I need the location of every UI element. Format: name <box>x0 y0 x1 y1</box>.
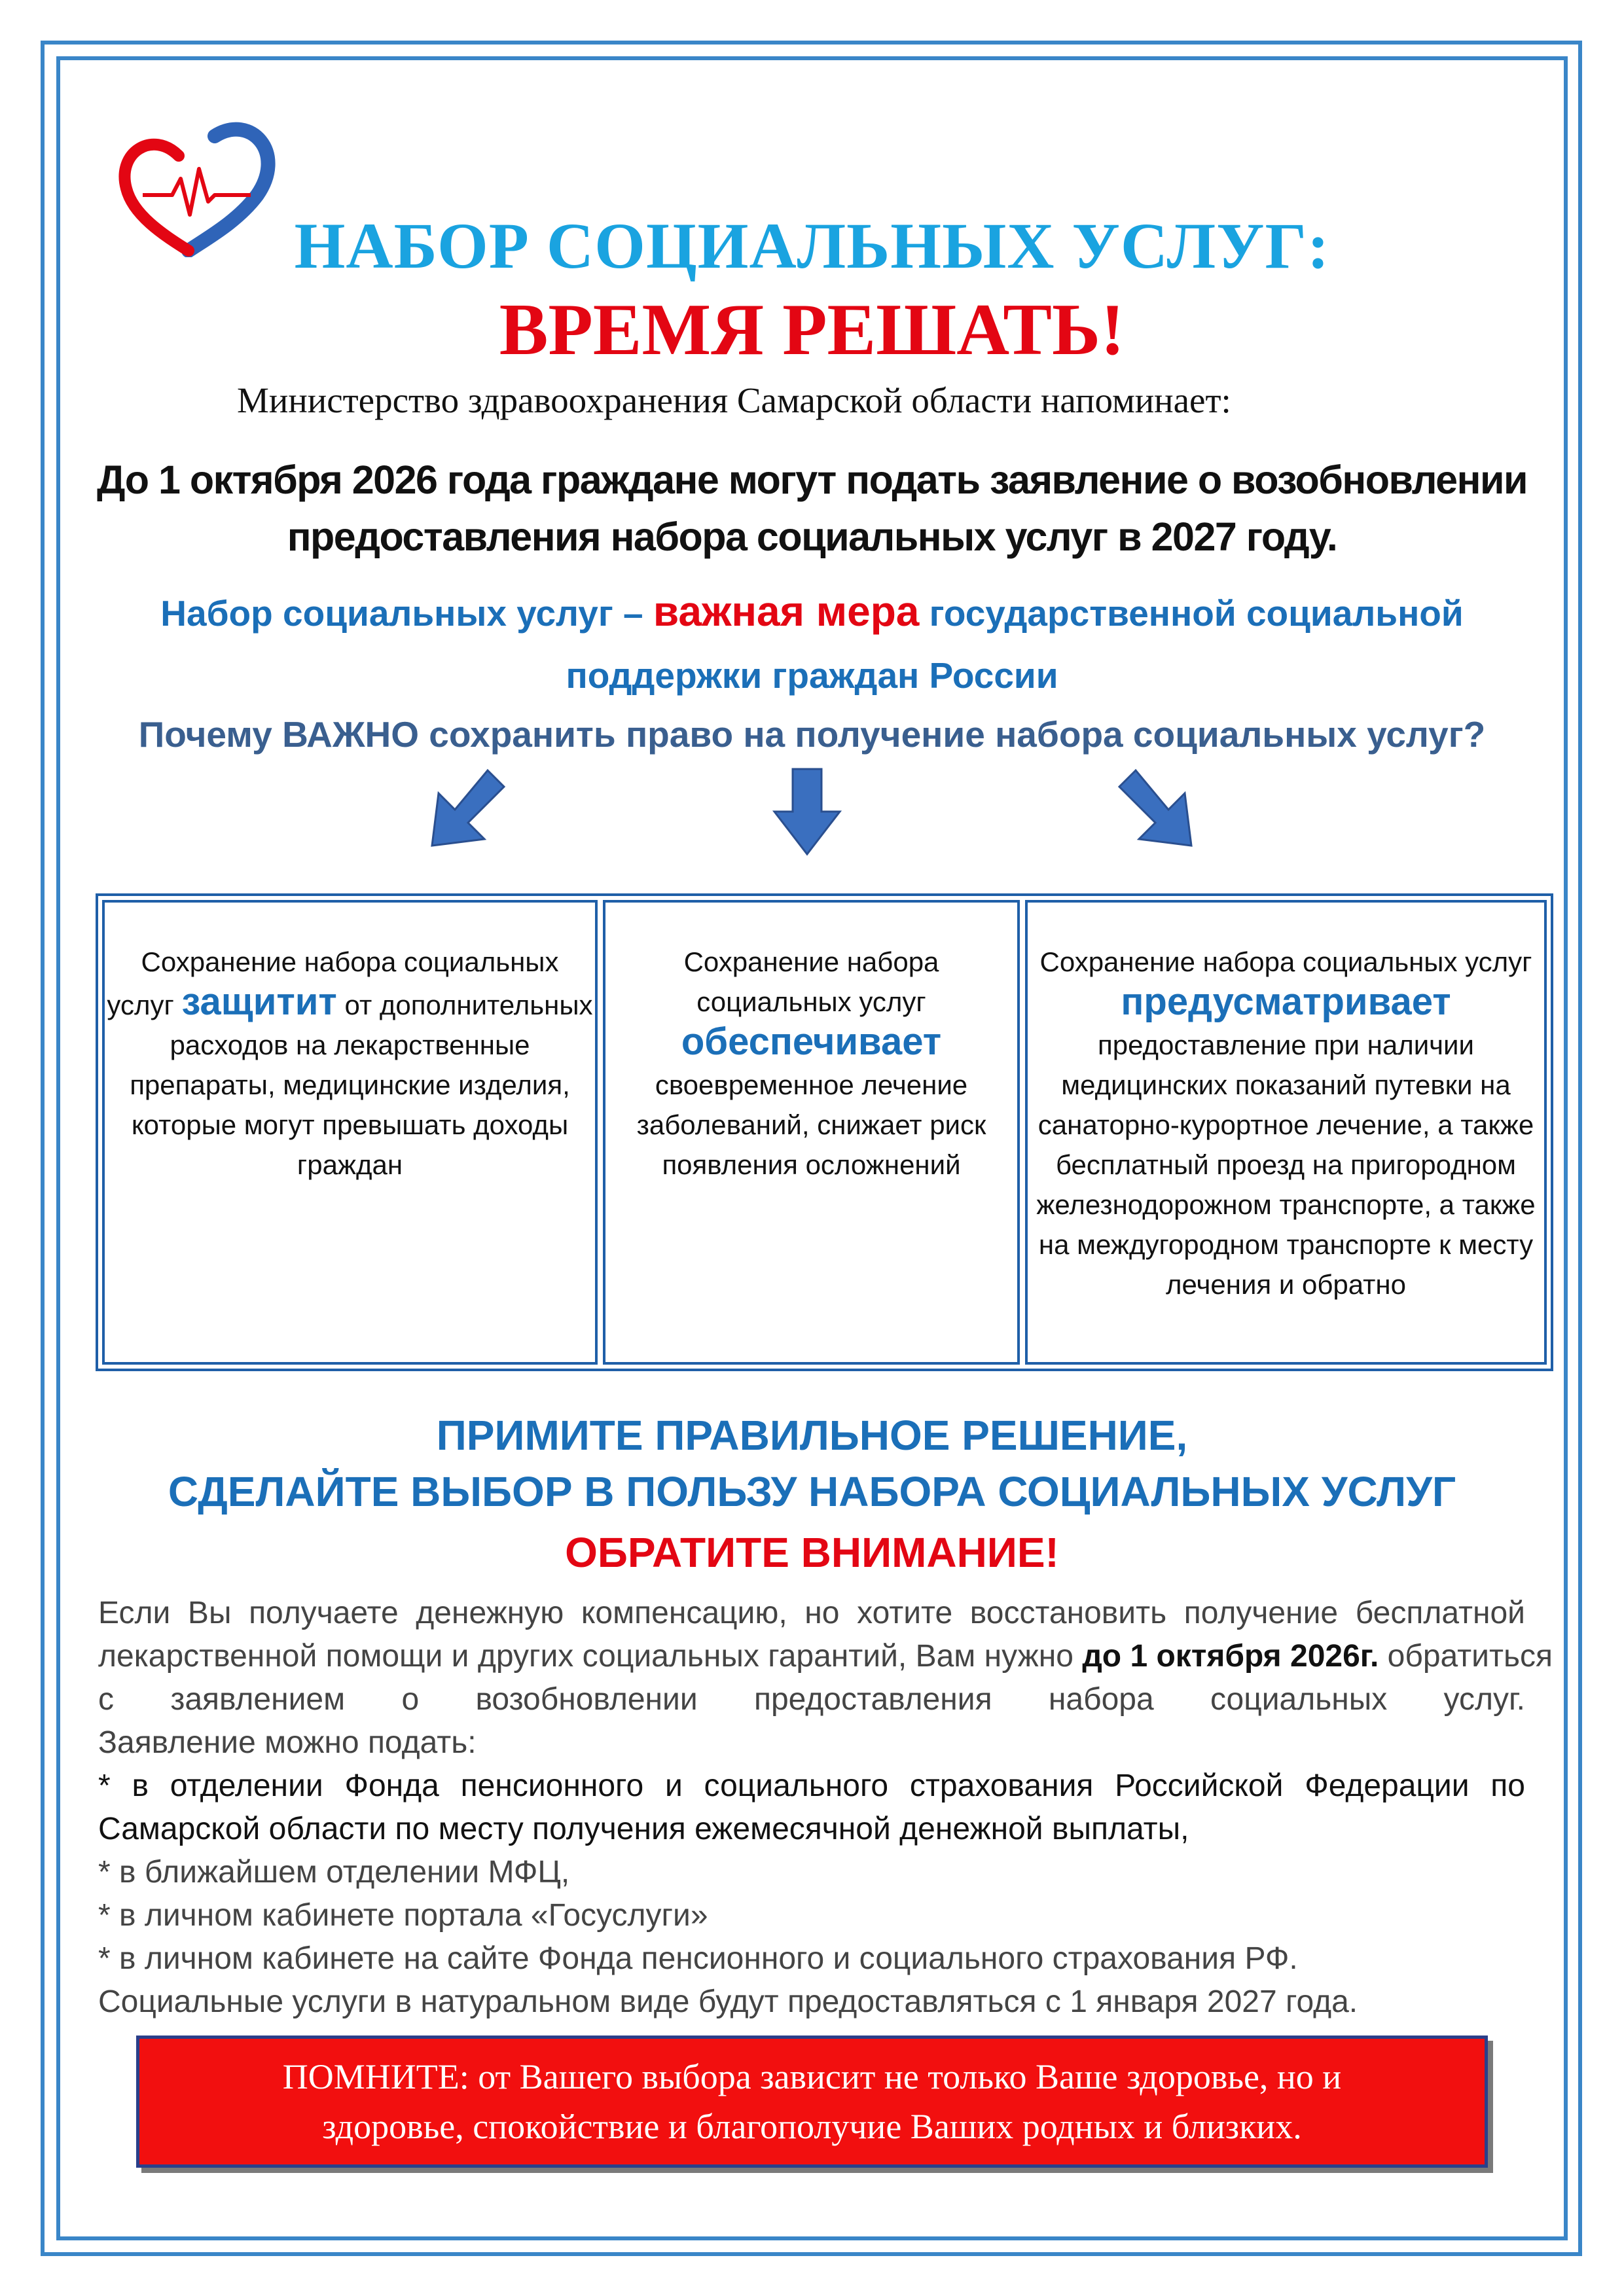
remember-line-1: ПОМНИТЕ: от Вашего выбора зависит не только Ваше здоровье, но и <box>282 2057 1342 2096</box>
measure-part-1: Набор социальных услуг – <box>160 593 653 634</box>
info-line: Если Вы получаете денежную компенсацию, но хотите восстановить получение бесплатной <box>98 1596 1525 1630</box>
info-line: с заявлением о возобновлении предоставления набора социальных услуг. <box>98 1682 1525 1717</box>
info-list-item: * в ближайшем отделении МФЦ, <box>98 1855 570 1890</box>
measure-line-2: поддержки граждан России <box>566 655 1058 696</box>
deadline-line-1: До 1 октября 2026 года граждане могут подать заявление о возобновлении <box>97 457 1527 502</box>
info-text: лекарственной помощи и других социальных гарантий, Вам нужно <box>98 1639 1083 1674</box>
ministry-note: Министерство здравоохранения Самарской области напоминает: <box>237 380 1231 420</box>
attention-heading: ОБРАТИТЕ ВНИМАНИЕ! <box>565 1529 1059 1576</box>
remember-line-2: здоровье, спокойствие и благополучие Ваших родных и близких. <box>322 2107 1302 2146</box>
measure-highlight: важная мера <box>653 588 920 635</box>
reason-2-text: своевременное лечение заболеваний, снижает риск появления осложнений <box>636 1069 986 1180</box>
reason-2-intro: Сохранение набора социальных услуг <box>683 946 939 1017</box>
reason-3-text: предоставление при наличии медицинских показаний путевки на санаторно-курортное лечение, а также бесплатный проезд на пригородном железнодорожном транспорте, а также на междугородном транспорте к месту лечения и обратно <box>1036 1030 1536 1300</box>
measure-part-2: государственной социальной <box>919 593 1464 634</box>
deadline-line-2: предоставления набора социальных услуг в 2027 году. <box>287 514 1337 559</box>
arrow-down-left-icon <box>425 767 511 852</box>
info-list-item: * в личном кабинете портала «Госуслуги» <box>98 1898 708 1933</box>
page-title: НАБОР СОЦИАЛЬНЫХ УСЛУГ: <box>294 209 1330 282</box>
reason-1-keyword: защитит <box>181 980 337 1023</box>
info-deadline-bold: до 1 октября 2026г. <box>1082 1639 1379 1674</box>
info-list-item: * в отделении Фонда пенсионного и социального страхования Российской Федерации по <box>98 1768 1525 1803</box>
info-line: Социальные услуги в натуральном виде будут предоставляться с 1 января 2027 года. <box>98 1984 1358 2019</box>
remember-banner <box>136 2036 1488 2168</box>
cta-line-2: СДЕЛАЙТЕ ВЫБОР В ПОЛЬЗУ НАБОРА СОЦИАЛЬНЫХ УСЛУГ <box>168 1468 1456 1515</box>
why-question: Почему ВАЖНО сохранить право на получение набора социальных услуг? <box>138 714 1486 755</box>
reason-2-keyword: обеспечивает <box>681 1020 942 1063</box>
info-list-item: * в личном кабинете на сайте Фонда пенсионного и социального страхования РФ. <box>98 1941 1298 1976</box>
deadline-notice <box>79 452 1545 565</box>
info-text: обратиться <box>1379 1639 1553 1674</box>
reason-card-protects <box>102 900 598 1365</box>
arrow-down-icon <box>771 766 843 857</box>
reason-3-keyword: предусматривает <box>1121 980 1451 1023</box>
reason-card-ensures <box>603 900 1020 1365</box>
call-to-action <box>79 1407 1545 1520</box>
reason-1-text: от дополнительных расходов на лекарственные препараты, медицинские изделия, которые могут превышать доходы граждан <box>130 990 593 1180</box>
reason-1-intro: Сохранение набора социальных услуг <box>107 946 559 1020</box>
measure-statement <box>105 581 1519 707</box>
reason-card-provides <box>1025 900 1547 1365</box>
info-list-item-cont: Самарской области по месту получения ежемесячной денежной выплаты, <box>98 1812 1189 1846</box>
arrow-down-right-icon <box>1113 767 1198 852</box>
reason-3-intro: Сохранение набора социальных услуг <box>1039 946 1532 977</box>
page-subtitle: ВРЕМЯ РЕШАТЬ! <box>499 289 1125 370</box>
info-line <box>98 1635 1553 1678</box>
cta-line-1: ПРИМИТЕ ПРАВИЛЬНОЕ РЕШЕНИЕ, <box>436 1412 1188 1459</box>
info-block <box>98 1592 1553 2024</box>
info-line: Заявление можно подать: <box>98 1725 477 1760</box>
